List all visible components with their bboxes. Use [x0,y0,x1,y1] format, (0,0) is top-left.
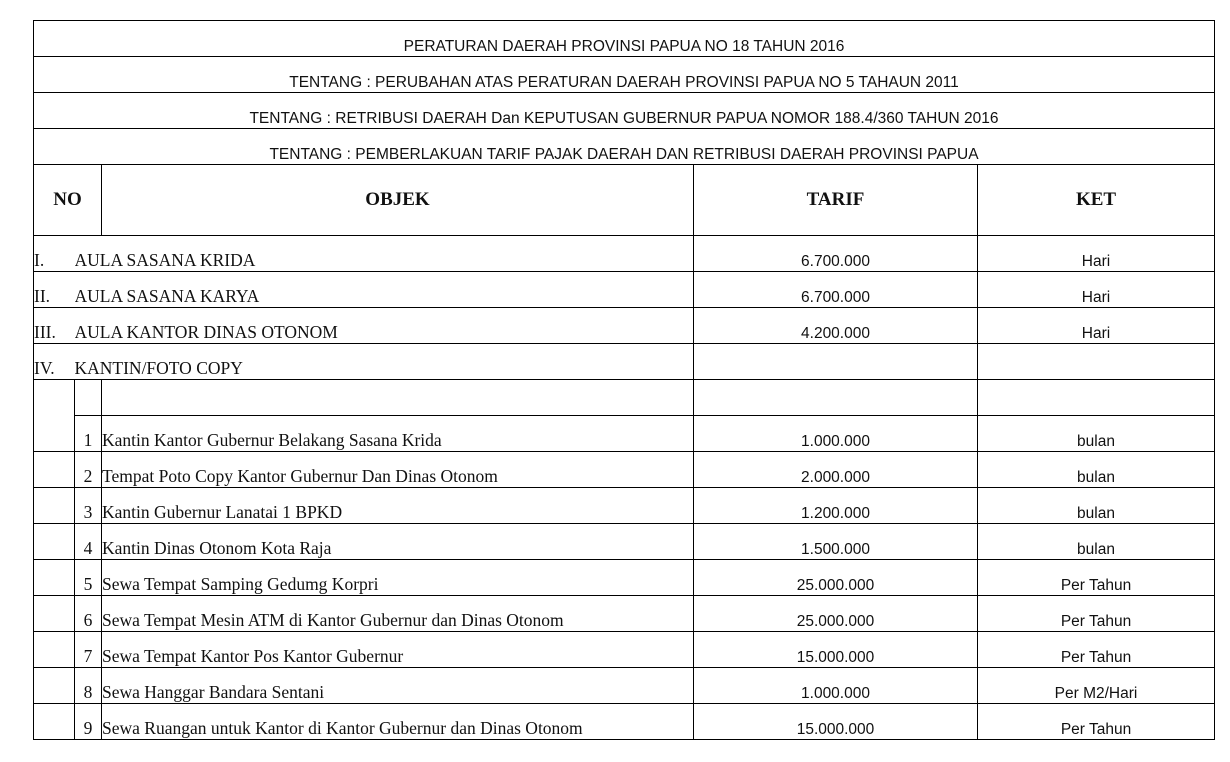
row-objek: Kantin Dinas Otonom Kota Raja [102,524,694,560]
row-tarif: 15.000.000 [694,632,978,668]
row-objek: Sewa Tempat Mesin ATM di Kantor Gubernur dan Dinas Otonom [102,596,694,632]
blank-cell [102,380,694,416]
indent-cell [34,452,75,488]
table-row [34,524,1215,560]
row-objek: Sewa Tempat Kantor Pos Kantor Gubernur [102,632,694,668]
row-ket: Per M2/Hari [978,668,1215,704]
row-objek: Sewa Hanggar Bandara Sentani [102,668,694,704]
row-number: 7 [75,632,102,668]
row-ket: Per Tahun [978,596,1215,632]
table-row [34,272,1215,308]
indent-cell [34,668,75,704]
row-tarif: 25.000.000 [694,560,978,596]
row-tarif: 25.000.000 [694,596,978,632]
header-subject-2: TENTANG : RETRIBUSI DAERAH Dan KEPUTUSAN GUBERNUR PAPUA NOMOR 188.4/360 TAHUN 2016 [34,93,1215,129]
row-objek: Kantin Kantor Gubernur Belakang Sasana Krida [102,416,694,452]
indent-cell [34,488,75,524]
table-row [34,308,1215,344]
row-tarif: 2.000.000 [694,452,978,488]
header-regulation: PERATURAN DAERAH PROVINSI PAPUA NO 18 TAHUN 2016 [34,21,1215,57]
row-number: 6 [75,596,102,632]
blank-cell [694,380,978,416]
table-row [34,344,1215,380]
column-header-objek: OBJEK [102,165,694,236]
row-ket: Hari [978,272,1215,308]
table-row [34,488,1215,524]
row-ket: bulan [978,416,1215,452]
row-tarif: 1.000.000 [694,668,978,704]
blank-cell [75,380,102,416]
table-row [34,596,1215,632]
column-header-tarif: TARIF [694,165,978,236]
table-row [34,416,1215,452]
indent-cell [34,596,75,632]
row-ket: bulan [978,488,1215,524]
row-ket: Per Tahun [978,704,1215,740]
row-tarif: 1.200.000 [694,488,978,524]
row-number: 9 [75,704,102,740]
row-ket: bulan [978,452,1215,488]
row-ket: Hari [978,236,1215,272]
row-number: 1 [75,416,102,452]
row-objek: KANTIN/FOTO COPY [75,344,694,380]
row-objek: AULA SASANA KARYA [75,272,694,308]
table-row [34,668,1215,704]
table-row [34,704,1215,740]
row-ket [978,344,1215,380]
row-ket: Hari [978,308,1215,344]
row-number: II. [34,272,75,308]
row-ket: bulan [978,524,1215,560]
table-row [34,560,1215,596]
tariff-table [33,20,1215,740]
column-header-ket: KET [978,165,1215,236]
row-objek: AULA SASANA KRIDA [75,236,694,272]
header-subject-1: TENTANG : PERUBAHAN ATAS PERATURAN DAERAH PROVINSI PAPUA NO 5 TAHAUN 2011 [34,57,1215,93]
row-objek: AULA KANTOR DINAS OTONOM [75,308,694,344]
row-tarif [694,344,978,380]
row-number: 2 [75,452,102,488]
row-number: IV. [34,344,75,380]
column-header-no: NO [34,165,102,236]
indent-cell [34,632,75,668]
row-ket: Per Tahun [978,632,1215,668]
row-ket: Per Tahun [978,560,1215,596]
indent-cell [34,704,75,740]
column-header-row [34,165,1215,236]
indent-cell [34,524,75,560]
table-row [34,632,1215,668]
row-tarif: 1.000.000 [694,416,978,452]
row-number: III. [34,308,75,344]
row-number: 3 [75,488,102,524]
row-objek: Sewa Ruangan untuk Kantor di Kantor Gubernur dan Dinas Otonom [102,704,694,740]
row-tarif: 15.000.000 [694,704,978,740]
row-number: 5 [75,560,102,596]
row-tarif: 1.500.000 [694,524,978,560]
indent-cell [34,416,75,452]
blank-cell [978,380,1215,416]
table-row [34,452,1215,488]
row-tarif: 6.700.000 [694,236,978,272]
row-number: 8 [75,668,102,704]
row-number: 4 [75,524,102,560]
row-number: I. [34,236,75,272]
row-tarif: 4.200.000 [694,308,978,344]
row-objek: Kantin Gubernur Lanatai 1 BPKD [102,488,694,524]
table-row [34,236,1215,272]
indent-cell [34,560,75,596]
row-tarif: 6.700.000 [694,272,978,308]
row-objek: Sewa Tempat Samping Gedumg Korpri [102,560,694,596]
blank-row [34,380,1215,416]
row-objek: Tempat Poto Copy Kantor Gubernur Dan Dinas Otonom [102,452,694,488]
blank-cell [34,380,75,416]
header-subject-3: TENTANG : PEMBERLAKUAN TARIF PAJAK DAERAH DAN RETRIBUSI DAERAH PROVINSI PAPUA [34,129,1215,165]
